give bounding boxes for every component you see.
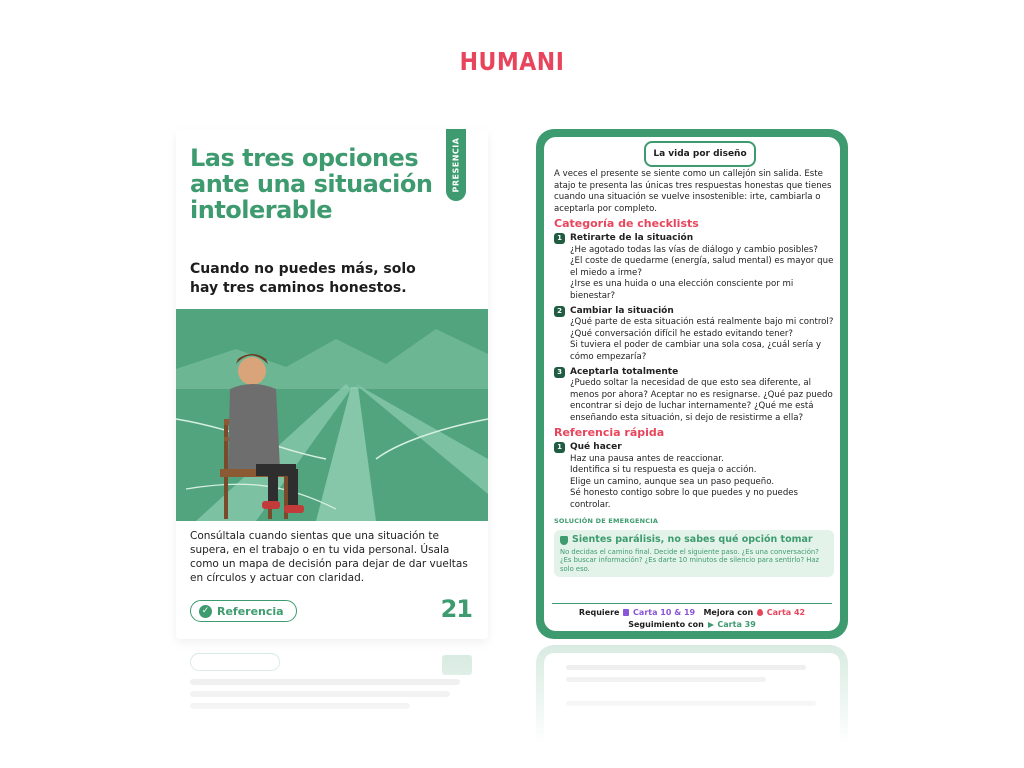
card-back-content: [544, 137, 840, 631]
checklist-item: 3 Aceptarla totalmente: [554, 367, 834, 379]
quick-line: Elige un camino, aunque sea un paso pequeño.: [570, 476, 775, 487]
quick-line: Sé honesto contigo sobre lo que puedes y no puedes controlar.: [570, 488, 799, 511]
shield-icon: [560, 536, 568, 545]
card-subtitle: Cuando no puedes más, solo hay tres caminos honestos.: [190, 261, 416, 296]
checklist-item: 1 Retirarte de la situación: [554, 233, 834, 245]
requires-link[interactable]: Carta 10 & 19: [633, 608, 696, 617]
checklist-heading: Categoría de checklists: [554, 217, 699, 231]
humani-logo: HUMANI: [459, 48, 565, 77]
quick-item: 1 Qué hacer: [554, 442, 834, 454]
card-number: 21: [440, 595, 472, 623]
improves-link[interactable]: Carta 42: [766, 608, 806, 617]
crossroads-illustration: [176, 309, 488, 521]
reference-badge: [190, 600, 297, 622]
quick-reference-heading: Referencia rápida: [554, 426, 665, 440]
question: ¿Irse es una huida o una elección consciente por mi bienestar?: [570, 279, 794, 301]
quick-line: Identifica si tu respuesta es queja o acción.: [570, 465, 757, 476]
arrow-icon: [708, 622, 714, 628]
question: ¿He agotado todas las vías de diálogo y cambio posibles?: [570, 244, 818, 255]
card-front-reflection: [176, 645, 488, 755]
flame-icon: [757, 609, 763, 616]
emergency-body: No decidas el camino final. Decide el siguiente paso. ¿Es una conversación? ¿Es buscar información? ¿Es darte 10 minutos de silencio para sentirlo? Haz solo eso.: [560, 547, 820, 573]
quick-line: Haz una pausa antes de reaccionar.: [570, 453, 724, 464]
card-description: Consúltala cuando sientas que una situación te supera, en el trabajo o en tu vida personal. Úsala como un mapa de decisión para dejar de dar vueltas en círculos y actuar con claridad.: [190, 530, 468, 584]
question: ¿Qué parte de esta situación está realmente bajo mi control?: [570, 317, 834, 328]
reference-badge-label: Referencia: [217, 604, 284, 618]
card-back-reflection: [536, 645, 848, 745]
question: ¿El coste de quedarme (energía, salud mental) es mayor que el miedo a irme?: [570, 256, 834, 278]
question: ¿Qué conversación difícil he estado evitando tener?: [570, 328, 793, 339]
intro-text: A veces el presente se siente como un callejón sin salida. Este atajo te presenta las únicas tres respuestas honestas que tienes cuando una situación se vuelve insostenible: irte, cambiarla o aceptarla por completo.: [554, 169, 832, 214]
card-back-tab: La vida por diseño: [644, 141, 756, 167]
emergency-title: Sientes parálisis, no sabes qué opción tomar: [572, 534, 813, 546]
question: Si tuviera el poder de cambiar una sola cosa, ¿cuál sería y cómo empezaría?: [570, 340, 822, 362]
card-title: Las tres opciones ante una situación intolerable: [190, 144, 433, 224]
checklist-item: 2 Cambiar la situación: [554, 306, 834, 318]
card-footer: Requiere Carta 10 & 19 Mejora con Carta 42 Seguimiento con Carta 39: [578, 608, 806, 629]
question: ¿Puedo soltar la necesidad de que esto sea diferente, al menos por ahora? Aceptar no es resignarse. ¿Qué paz puedo encontrar si dejo de luchar internamente? ¿Qué me está enseñando esta situación, si dejo de resistirme a ella?: [570, 378, 833, 423]
book-icon: [623, 609, 629, 616]
check-icon: ✓: [199, 605, 212, 618]
category-tag: PRESENCIA: [446, 129, 466, 201]
footer-divider: [552, 603, 832, 604]
emergency-box: [554, 530, 834, 577]
card-front: [176, 129, 488, 639]
card-back: [536, 129, 848, 639]
follow-link[interactable]: Carta 39: [717, 620, 756, 629]
emergency-label: SOLUCIÓN DE EMERGENCIA: [554, 516, 659, 525]
